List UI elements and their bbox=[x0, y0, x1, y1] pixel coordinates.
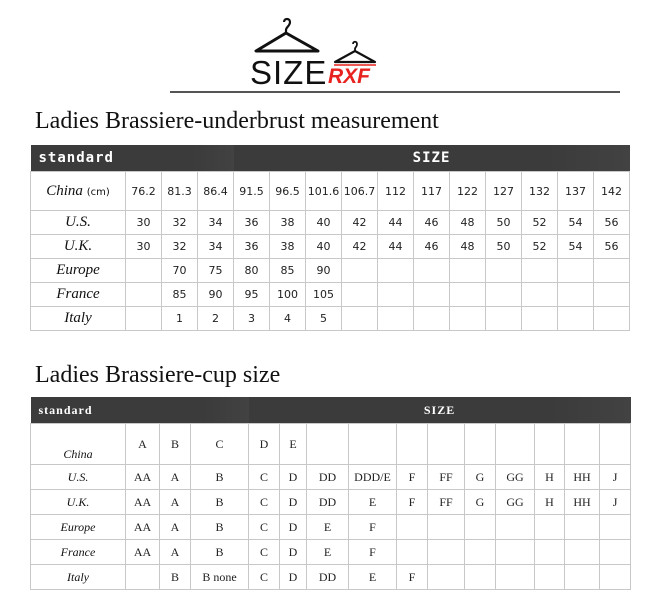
header-size: SIZE bbox=[249, 397, 631, 424]
table-cell: D bbox=[280, 490, 307, 515]
logo-rxf-text: RXF bbox=[328, 65, 370, 88]
table-cell: DD bbox=[307, 490, 349, 515]
table-cell bbox=[397, 540, 428, 565]
table-cell: H bbox=[535, 490, 565, 515]
table-cell bbox=[126, 259, 162, 283]
table-cell bbox=[600, 515, 631, 540]
table-cell bbox=[428, 424, 465, 465]
table-cell: 3 bbox=[234, 307, 270, 331]
table-cell bbox=[307, 424, 349, 465]
logo-size-text: SIZE bbox=[250, 54, 328, 91]
table-cell bbox=[465, 565, 496, 590]
row-label bbox=[31, 490, 126, 515]
row-label bbox=[31, 283, 126, 307]
table-cell bbox=[522, 283, 558, 307]
table-cell: 5 bbox=[306, 307, 342, 331]
table-cell: F bbox=[349, 540, 397, 565]
row-label bbox=[31, 307, 126, 331]
table-cell: J bbox=[600, 465, 631, 490]
row-label-text: China bbox=[46, 182, 83, 199]
row-label bbox=[31, 465, 126, 490]
table-cell bbox=[486, 283, 522, 307]
table-cell bbox=[126, 307, 162, 331]
row-label-text: China bbox=[63, 447, 93, 461]
table-cell bbox=[522, 259, 558, 283]
table-cell bbox=[126, 565, 160, 590]
table-cell: 137 bbox=[558, 172, 594, 211]
table-cell: 96.5 bbox=[270, 172, 306, 211]
table-row bbox=[31, 565, 631, 590]
table-cell: 142 bbox=[594, 172, 630, 211]
table-cell: 105 bbox=[306, 283, 342, 307]
table-cell: 36 bbox=[234, 211, 270, 235]
table-cell bbox=[594, 307, 630, 331]
table-cell bbox=[600, 424, 631, 465]
table-cell bbox=[594, 283, 630, 307]
table-cell: C bbox=[191, 424, 249, 465]
table-cell: 95 bbox=[234, 283, 270, 307]
table-cell bbox=[496, 540, 535, 565]
table-cell bbox=[450, 307, 486, 331]
table-cell: G bbox=[465, 465, 496, 490]
table-cell bbox=[522, 307, 558, 331]
table-row bbox=[31, 515, 631, 540]
table-cell: 81.3 bbox=[162, 172, 198, 211]
table-cell bbox=[465, 540, 496, 565]
table-cell: DDD/E bbox=[349, 465, 397, 490]
table-cell: 50 bbox=[486, 211, 522, 235]
table-cell: GG bbox=[496, 465, 535, 490]
row-label-text: France bbox=[60, 544, 96, 559]
table-cell: 4 bbox=[270, 307, 306, 331]
row-label bbox=[31, 211, 126, 235]
table-cell: 85 bbox=[162, 283, 198, 307]
brand-logo bbox=[0, 0, 649, 100]
table-row bbox=[31, 283, 630, 307]
underbust-title: Ladies Brassiere-underbrust measurement bbox=[35, 108, 439, 134]
table-cell bbox=[428, 540, 465, 565]
table-cell: AA bbox=[126, 490, 160, 515]
table-cell bbox=[535, 540, 565, 565]
table-cell bbox=[378, 307, 414, 331]
table-cell bbox=[565, 540, 600, 565]
table-cell bbox=[378, 259, 414, 283]
table-cell: C bbox=[249, 565, 280, 590]
table-cell: 122 bbox=[450, 172, 486, 211]
table-cell: 80 bbox=[234, 259, 270, 283]
table-cell: 56 bbox=[594, 235, 630, 259]
table-cell bbox=[565, 424, 600, 465]
table-cell: GG bbox=[496, 490, 535, 515]
small-hanger-icon bbox=[334, 42, 376, 65]
table-cell: A bbox=[160, 465, 191, 490]
table-cell: F bbox=[349, 515, 397, 540]
table-cell: D bbox=[249, 424, 280, 465]
table-cell bbox=[450, 283, 486, 307]
header-size: SIZE bbox=[234, 145, 630, 172]
table-cell: 75 bbox=[198, 259, 234, 283]
table-cell: 56 bbox=[594, 211, 630, 235]
table-cell: 38 bbox=[270, 235, 306, 259]
row-label bbox=[31, 540, 126, 565]
table-cell: HH bbox=[565, 490, 600, 515]
table-cell bbox=[535, 515, 565, 540]
table-cell: B bbox=[160, 424, 191, 465]
table-cell: B bbox=[160, 565, 191, 590]
table-cell: 54 bbox=[558, 211, 594, 235]
table-cell: 36 bbox=[234, 235, 270, 259]
cup-table bbox=[30, 397, 631, 590]
table-cell bbox=[558, 259, 594, 283]
row-label bbox=[31, 424, 126, 465]
table-cell bbox=[397, 515, 428, 540]
table-cell: 52 bbox=[522, 211, 558, 235]
table-cell bbox=[414, 307, 450, 331]
table-row bbox=[31, 465, 631, 490]
table-row bbox=[31, 259, 630, 283]
table-cell: 132 bbox=[522, 172, 558, 211]
table-cell: B bbox=[191, 490, 249, 515]
table-cell bbox=[496, 565, 535, 590]
table-cell bbox=[428, 565, 465, 590]
row-label-text: Italy bbox=[67, 569, 89, 584]
table-cell bbox=[600, 540, 631, 565]
table-cell: 30 bbox=[126, 235, 162, 259]
table-cell: AA bbox=[126, 540, 160, 565]
table-cell: 90 bbox=[306, 259, 342, 283]
table-cell bbox=[378, 283, 414, 307]
row-label-text: Europe bbox=[60, 519, 96, 534]
row-label bbox=[31, 235, 126, 259]
row-label-text: U.S. bbox=[67, 469, 89, 484]
table-cell: C bbox=[249, 465, 280, 490]
table-cell: 44 bbox=[378, 211, 414, 235]
table-row bbox=[31, 235, 630, 259]
underbust-table bbox=[30, 145, 630, 331]
row-label-text: U.K. bbox=[66, 494, 90, 509]
table-cell: E bbox=[307, 515, 349, 540]
table-cell bbox=[535, 565, 565, 590]
table-cell: 48 bbox=[450, 211, 486, 235]
table-cell: 42 bbox=[342, 235, 378, 259]
table-cell bbox=[342, 307, 378, 331]
table-cell: FF bbox=[428, 465, 465, 490]
table-cell bbox=[565, 515, 600, 540]
table-cell bbox=[414, 283, 450, 307]
table-cell: E bbox=[349, 565, 397, 590]
row-label-text: France bbox=[56, 286, 100, 302]
table-cell bbox=[558, 307, 594, 331]
table-cell: 85 bbox=[270, 259, 306, 283]
table-cell: 34 bbox=[198, 235, 234, 259]
table-header-row bbox=[31, 397, 631, 424]
table-cell: 54 bbox=[558, 235, 594, 259]
table-cell: D bbox=[280, 540, 307, 565]
table-cell: 32 bbox=[162, 211, 198, 235]
row-label-text: U.K. bbox=[63, 238, 93, 254]
row-label-text: Europe bbox=[56, 262, 100, 278]
table-cell: 40 bbox=[306, 211, 342, 235]
table-cell: 50 bbox=[486, 235, 522, 259]
table-cell: AA bbox=[126, 465, 160, 490]
table-cell: 42 bbox=[342, 211, 378, 235]
table-cell: AA bbox=[126, 515, 160, 540]
table-cell: 112 bbox=[378, 172, 414, 211]
table-cell: B bbox=[191, 465, 249, 490]
table-cell: B bbox=[191, 540, 249, 565]
row-label bbox=[31, 259, 126, 283]
table-cell: 52 bbox=[522, 235, 558, 259]
row-label bbox=[31, 515, 126, 540]
row-label bbox=[31, 565, 126, 590]
table-cell bbox=[565, 565, 600, 590]
table-cell: A bbox=[160, 490, 191, 515]
table-cell bbox=[342, 259, 378, 283]
table-cell: A bbox=[126, 424, 160, 465]
table-cell: HH bbox=[565, 465, 600, 490]
row-label-text: Italy bbox=[64, 310, 92, 326]
table-cell: E bbox=[349, 490, 397, 515]
table-cell bbox=[465, 515, 496, 540]
table-cell: C bbox=[249, 515, 280, 540]
table-cell: 46 bbox=[414, 211, 450, 235]
table-cell bbox=[414, 259, 450, 283]
table-cell: FF bbox=[428, 490, 465, 515]
table-row bbox=[31, 172, 630, 211]
table-cell: D bbox=[280, 515, 307, 540]
table-cell: 117 bbox=[414, 172, 450, 211]
table-cell: D bbox=[280, 565, 307, 590]
table-cell: E bbox=[307, 540, 349, 565]
table-cell bbox=[465, 424, 496, 465]
cup-title: Ladies Brassiere-cup size bbox=[35, 362, 281, 388]
row-label-text: U.S. bbox=[65, 214, 91, 230]
table-cell bbox=[450, 259, 486, 283]
hanger-icon bbox=[256, 19, 318, 51]
table-cell: 91.5 bbox=[234, 172, 270, 211]
table-cell: 32 bbox=[162, 235, 198, 259]
table-cell: 127 bbox=[486, 172, 522, 211]
table-cell: 44 bbox=[378, 235, 414, 259]
table-row bbox=[31, 211, 630, 235]
table-cell: 2 bbox=[198, 307, 234, 331]
table-cell bbox=[486, 307, 522, 331]
table-cell: DD bbox=[307, 465, 349, 490]
table-cell: 40 bbox=[306, 235, 342, 259]
table-cell bbox=[496, 515, 535, 540]
row-unit: (cm) bbox=[86, 186, 110, 198]
table-cell: F bbox=[397, 465, 428, 490]
table-cell: A bbox=[160, 540, 191, 565]
table-cell: D bbox=[280, 465, 307, 490]
table-cell: 86.4 bbox=[198, 172, 234, 211]
table-cell: C bbox=[249, 540, 280, 565]
table-cell: G bbox=[465, 490, 496, 515]
table-cell bbox=[535, 424, 565, 465]
table-cell bbox=[558, 283, 594, 307]
table-cell bbox=[594, 259, 630, 283]
table-cell: 30 bbox=[126, 211, 162, 235]
table-cell: E bbox=[280, 424, 307, 465]
table-cell bbox=[428, 515, 465, 540]
table-header-row bbox=[31, 145, 630, 172]
table-cell bbox=[600, 565, 631, 590]
table-cell: DD bbox=[307, 565, 349, 590]
table-cell bbox=[486, 259, 522, 283]
table-cell: 90 bbox=[198, 283, 234, 307]
table-cell: F bbox=[397, 565, 428, 590]
table-cell: C bbox=[249, 490, 280, 515]
table-cell: B bbox=[191, 515, 249, 540]
row-label bbox=[31, 172, 126, 211]
table-cell: 46 bbox=[414, 235, 450, 259]
header-standard: standard bbox=[31, 397, 249, 424]
table-cell: 101.6 bbox=[306, 172, 342, 211]
table-cell: 70 bbox=[162, 259, 198, 283]
table-cell: B none bbox=[191, 565, 249, 590]
table-cell bbox=[496, 424, 535, 465]
table-cell bbox=[126, 283, 162, 307]
table-cell: J bbox=[600, 490, 631, 515]
table-cell: 100 bbox=[270, 283, 306, 307]
table-row bbox=[31, 490, 631, 515]
table-cell: 76.2 bbox=[126, 172, 162, 211]
table-cell: 106.7 bbox=[342, 172, 378, 211]
table-cell bbox=[349, 424, 397, 465]
table-cell: A bbox=[160, 515, 191, 540]
table-cell: 38 bbox=[270, 211, 306, 235]
table-cell: H bbox=[535, 465, 565, 490]
table-row bbox=[31, 424, 631, 465]
table-cell: 34 bbox=[198, 211, 234, 235]
header-standard: standard bbox=[31, 145, 234, 172]
table-row bbox=[31, 540, 631, 565]
table-cell bbox=[342, 283, 378, 307]
table-cell: 1 bbox=[162, 307, 198, 331]
table-cell: 48 bbox=[450, 235, 486, 259]
table-cell: F bbox=[397, 490, 428, 515]
table-row bbox=[31, 307, 630, 331]
table-cell bbox=[397, 424, 428, 465]
